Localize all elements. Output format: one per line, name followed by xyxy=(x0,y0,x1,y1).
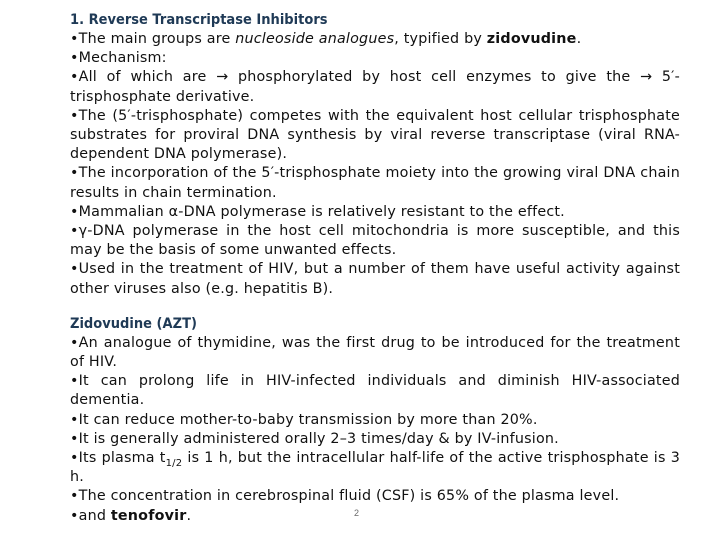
bullet-prolong-life: •It can prolong life in HIV-infected individuals and diminish HIV-associated dementia. xyxy=(70,373,680,409)
bullet-competes: •The (5′-trisphosphate) competes with the equivalent host cellular trisphosphate substrates for proviral DNA synthesis by viral reverse transcriptase (viral RNA-dependent DNA polymerase). xyxy=(70,107,680,163)
drug-name-zidovudine: zidovudine xyxy=(486,31,577,47)
bullet-alpha-polymerase: •Mammalian α-DNA polymerase is relatively resistant to the effect. xyxy=(70,203,565,220)
bullet-reduce-transmission: •It can reduce mother-to-baby transmission by more than 20%. xyxy=(70,411,538,428)
bullet-thymidine-analogue: •An analogue of thymidine, was the first drug to be introduced for the treatment of HIV. xyxy=(70,334,680,371)
page-number: 2 xyxy=(354,508,360,518)
bullet-administration: •It is generally administered orally 2–3 times/day & by IV-infusion. xyxy=(70,430,559,447)
bullet-csf-concentration: •The concentration in cerebrospinal fluid (CSF) is 65% of the plasma level. xyxy=(70,488,620,505)
bullet-incorporation: •The incorporation of the 5′-trisphosphate moiety into the growing viral DNA chain results in chain termination. xyxy=(70,165,680,201)
slide-content xyxy=(70,11,680,526)
section-title-zidovudine: Zidovudine (AZT) xyxy=(70,315,197,332)
bullet-main-groups: •The main groups are nucleoside analogues, typified by zidovudine. xyxy=(70,31,582,47)
section-title-rti: 1. Reverse Transcriptase Inhibitors xyxy=(70,12,328,28)
bullet-gamma-polymerase: •γ-DNA polymerase in the host cell mitochondria is more susceptible, and this may be the basis of some unwanted effects. xyxy=(70,223,680,259)
bullet-plasma-half-life: •Its plasma $t_{1/2}$ is 1 h, but the intracellular half-life of the active trisphosphate is 3 h. xyxy=(70,450,680,486)
bullet-phosphorylated: •All of which are → phosphorylated by host cell enzymes to give the → 5′-trisphosphate derivative. xyxy=(70,69,680,105)
bullet-mechanism: •Mechanism: xyxy=(70,50,167,67)
drug-name-tenofovir: tenofovir xyxy=(110,507,187,524)
bullet-used-hiv: •Used in the treatment of HIV, but a number of them have useful activity against other viruses also (e.g. hepatitis B). xyxy=(70,261,680,297)
bullet-tenofovir: •and tenofovir. xyxy=(70,507,192,524)
